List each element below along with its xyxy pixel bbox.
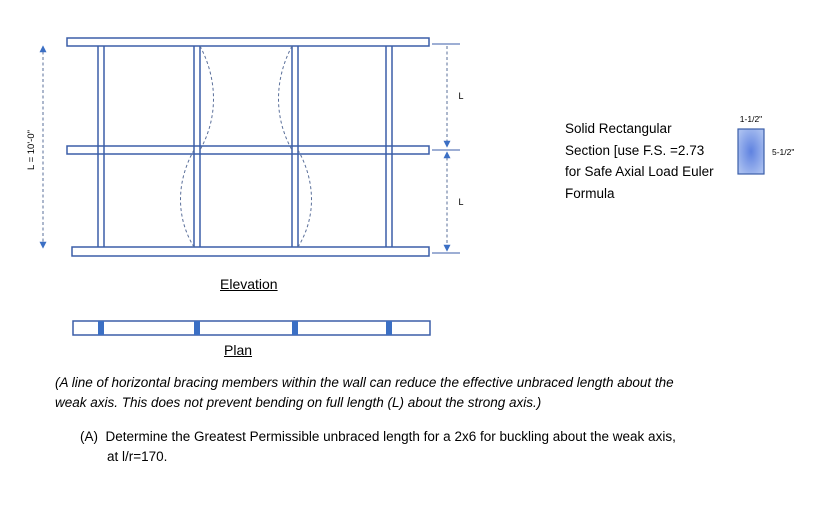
section-description <box>565 118 714 204</box>
right-dimensions <box>432 44 464 253</box>
buckle-stud-2-lower <box>181 150 195 247</box>
elevation-label: Elevation <box>220 276 278 292</box>
section-depth-label: 5-1/2" <box>772 147 795 157</box>
note-line: (A line of horizontal bracing members within the wall can reduce the effective unbraced length about the <box>55 375 674 390</box>
plan-stud-4 <box>386 321 392 335</box>
mid-bracing <box>67 146 429 154</box>
plan-plate <box>73 321 430 335</box>
question-text-1: Determine the Greatest Permissible unbraced length for a 2x6 for buckling about the weak axis, <box>105 429 676 444</box>
section-rectangle <box>738 129 764 174</box>
bottom-plate <box>72 247 429 256</box>
note-line: weak axis. This does not prevent bending on full length (L) about the strong axis.) <box>55 395 542 410</box>
buckle-stud-3-lower <box>298 150 312 247</box>
span-label-top: L <box>458 91 464 101</box>
plan-stud-2 <box>194 321 200 335</box>
question-label: (A) <box>80 429 98 444</box>
plan-view <box>73 321 430 335</box>
cross-section <box>738 114 794 174</box>
question-line-2: at l/r=170. <box>107 449 168 464</box>
plan-label: Plan <box>224 342 253 358</box>
section-width-label: 1-1/2" <box>739 114 763 124</box>
bracing-note <box>55 373 674 413</box>
plan-stud-1 <box>98 321 104 335</box>
section-text-line: Solid Rectangular <box>565 121 672 136</box>
section-text-line: Section [use F.S. =2.73 <box>565 142 705 158</box>
buckle-stud-2-upper <box>200 46 214 150</box>
span-label-bottom: L <box>458 197 464 207</box>
section-text-line: Formula <box>565 185 615 201</box>
top-plate <box>67 38 429 46</box>
buckle-stud-3-upper <box>279 46 293 150</box>
section-text-line: for Safe Axial Load Euler <box>565 164 714 179</box>
question-line-1 <box>80 427 676 447</box>
plan-stud-3 <box>292 321 298 335</box>
question-a <box>80 427 676 467</box>
height-label: L = 10'-0" <box>26 130 37 170</box>
